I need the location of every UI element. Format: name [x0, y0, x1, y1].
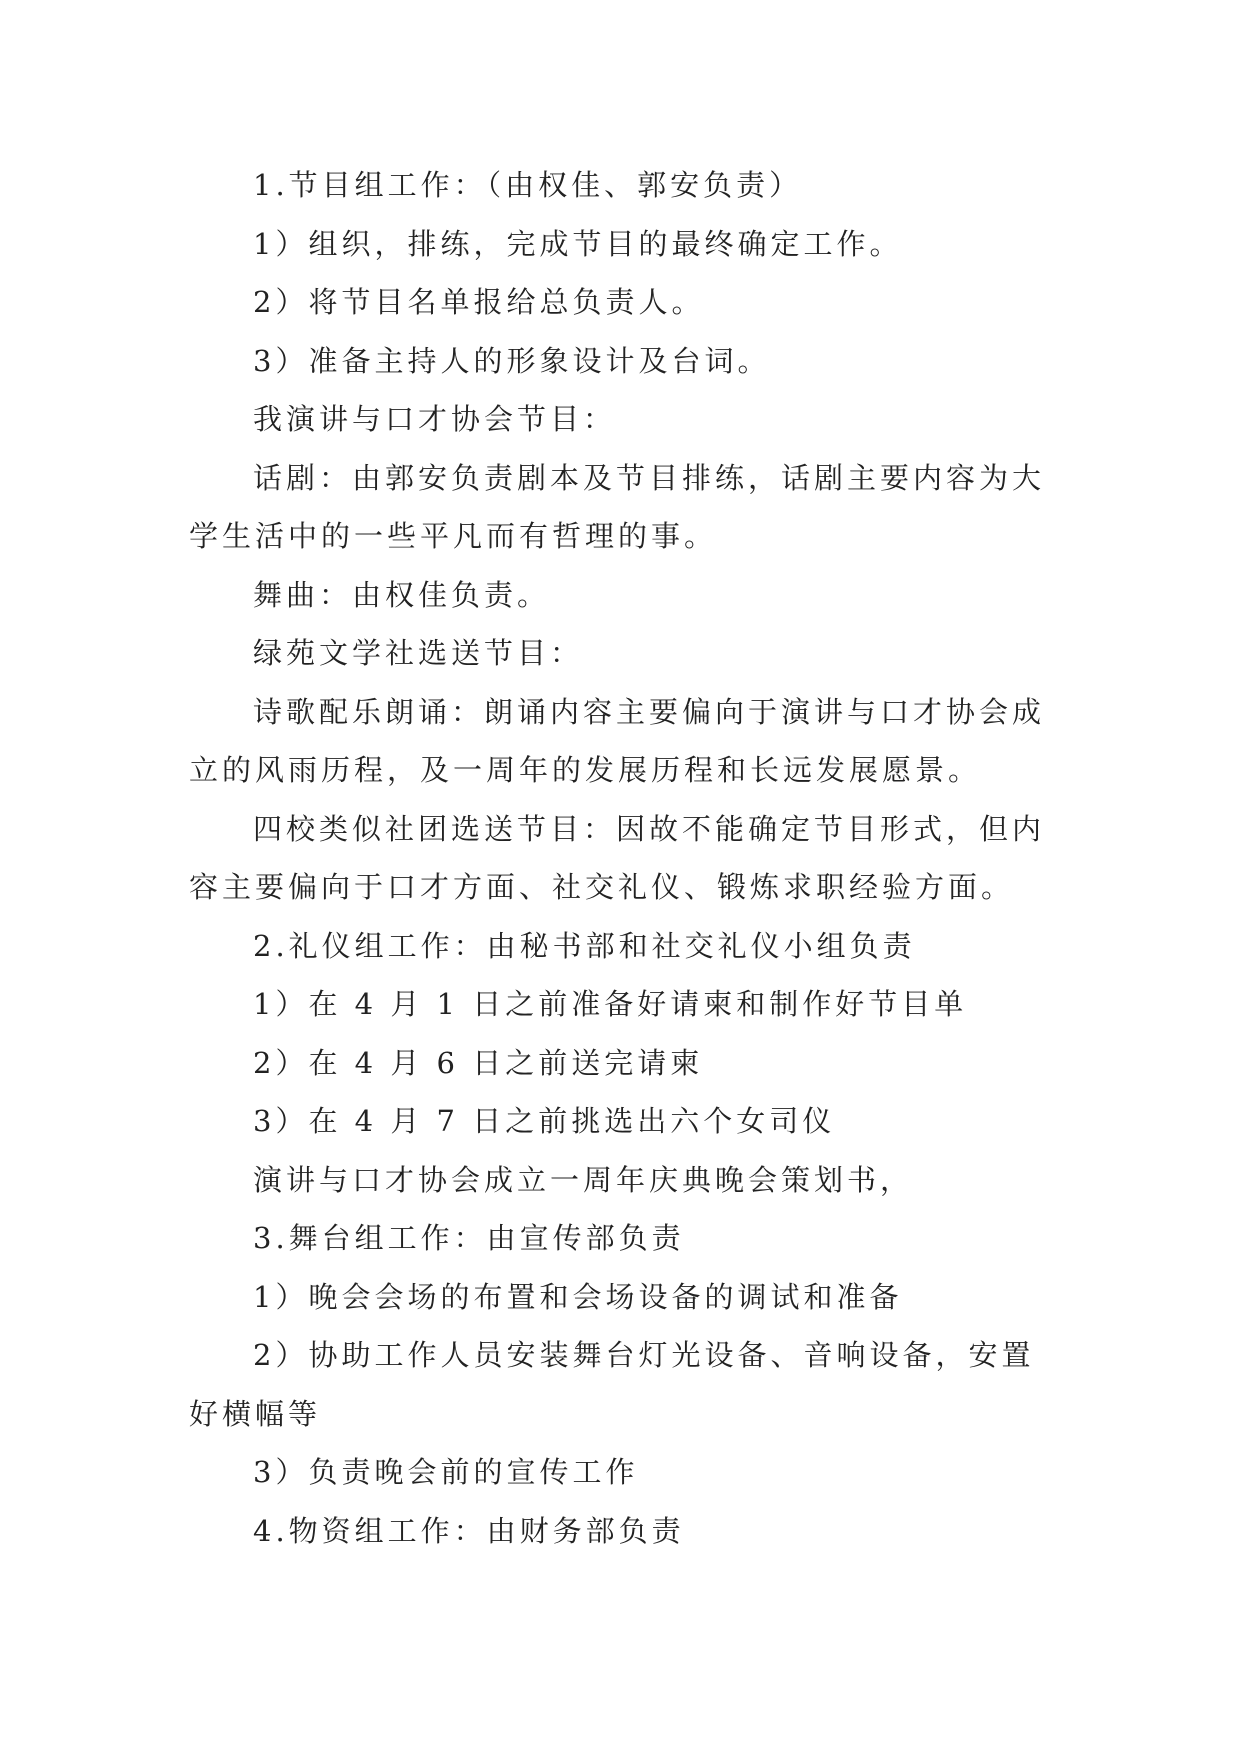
list-item: 1）晚会会场的布置和会场设备的调试和准备 — [253, 1279, 903, 1314]
list-item: 3）准备主持人的形象设计及台词。 — [253, 343, 771, 378]
document-body — [189, 156, 1055, 1560]
paragraph-poetry: 诗歌配乐朗诵：朗诵内容主要偏向于演讲与口才协会成立的风雨历程，及一周年的发展历程和长远发展愿景。 — [189, 694, 1046, 787]
paragraph-plan-title: 演讲与口才协会成立一周年庆典晚会策划书， — [253, 1162, 914, 1197]
list-item: 3）在 4 月 7 日之前挑选出六个女司仪 — [253, 1104, 836, 1138]
list-item: 1）在 4 月 1 日之前准备好请柬和制作好节目单 — [253, 987, 968, 1021]
paragraph-dance: 舞曲：由权佳负责。 — [253, 577, 551, 612]
paragraph-four-schools: 四校类似社团选送节目：因故不能确定节目形式，但内容主要偏向于口才方面、社交礼仪、锻炼求职经验方面。 — [189, 811, 1046, 904]
section-heading-stage-group: 3.舞台组工作：由宣传部负责 — [253, 1221, 685, 1255]
subheading-literature-society: 绿苑文学社选送节目： — [253, 636, 584, 670]
subheading-our-programs: 我演讲与口才协会节目： — [253, 402, 617, 436]
list-item: 2）将节目名单报给总负责人。 — [253, 285, 705, 319]
list-item: 3）负责晚会前的宣传工作 — [253, 1455, 639, 1489]
list-item: 1）组织，排练，完成节目的最终确定工作。 — [253, 226, 903, 261]
section-heading-program-group: 1.节目组工作：（由权佳、郭安负责） — [253, 168, 803, 202]
section-heading-etiquette-group: 2.礼仪组工作：由秘书部和社交礼仪小组负责 — [253, 928, 916, 963]
paragraph-drama: 话剧：由郭安负责剧本及节目排练，话剧主要内容为大学生活中的一些平凡而有哲理的事。 — [189, 460, 1046, 553]
list-item: 2）在 4 月 6 日之前送完请柬 — [253, 1045, 704, 1080]
list-item: 2）协助工作人员安装舞台灯光设备、音响设备，安置好横幅等 — [189, 1338, 1035, 1431]
section-heading-supplies-group: 4.物资组工作：由财务部负责 — [253, 1513, 685, 1548]
